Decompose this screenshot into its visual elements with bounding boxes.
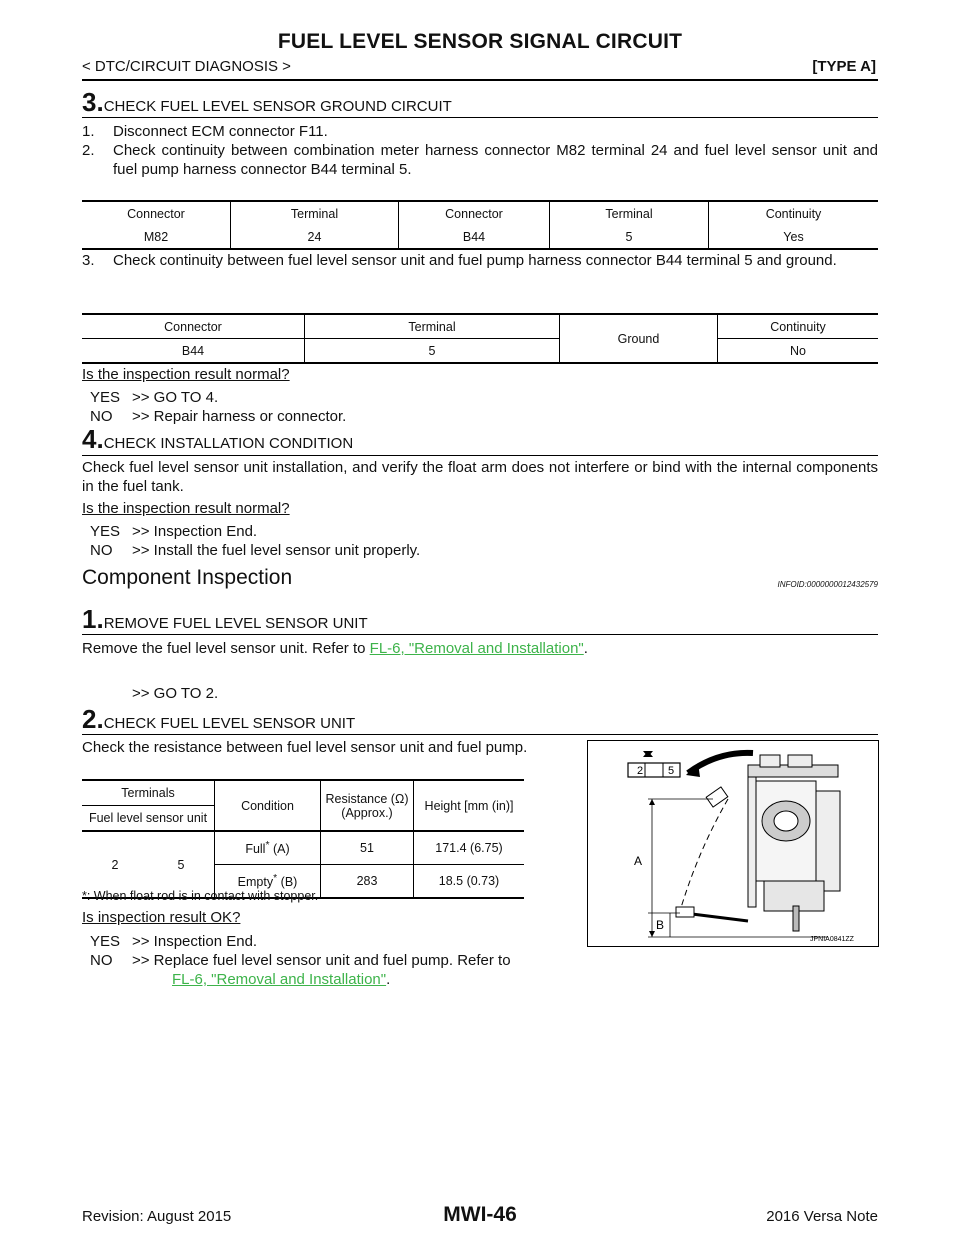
period: . [386,971,391,988]
answer-key: YES [90,933,121,950]
info-id: INFOID:0000000012432579 [777,580,878,589]
suffix: (B) [280,875,298,890]
answer-value: >> Install the fuel level sensor unit properly. [132,542,421,559]
table-row [82,225,878,249]
cstep1-goto: >> GO TO 2. [132,685,219,702]
period: . [583,640,588,657]
answer-key: YES [90,523,121,540]
table-cell [215,831,321,865]
table-header: Terminals [82,780,215,806]
header-rule [82,79,878,81]
item-text: Disconnect ECM connector F11. [113,123,328,140]
approx-header: (Approx.) [341,805,393,820]
connector-pin-5: 5 [668,765,675,777]
cstep1-rule [82,634,878,635]
step4-answers [90,522,420,560]
table-header: Connector [399,201,550,225]
item-number: 2. [82,142,95,159]
answer-value: >> Inspection End. [132,523,258,540]
step3-list-a [82,122,878,179]
table-header: Fuel level sensor unit [82,806,215,832]
table-header: Connector [127,206,185,221]
star: * [265,839,270,851]
continuity-table-1 [82,200,878,250]
answer-key: NO [90,408,113,425]
table-header: Terminal [231,201,399,225]
table-cell: No [718,339,879,364]
label-a: A [634,854,643,868]
answer-value-block [132,951,578,989]
cstep1-text-body: Remove the fuel level sensor unit. Refer to [82,640,366,657]
step3-question: Is the inspection result normal? [82,366,290,383]
answer-no [90,541,420,560]
step4-title: CHECK INSTALLATION CONDITION [103,435,354,452]
item-text: Check continuity between fuel level sensor unit and fuel pump harness connector B44 terminal 5 and ground. [113,252,837,269]
figure-code: JPNIA0841ZZ [810,936,854,943]
table-cell: M82 [143,229,169,244]
answer-key: YES [90,389,121,406]
step4-heading [82,424,353,455]
table-header: Continuity [718,314,879,339]
answer-key: NO [90,542,113,559]
table-header: Ground [560,314,718,363]
item-number: 3. [82,252,95,269]
footer-model: 2016 Versa Note [766,1208,878,1225]
answer-yes [90,932,578,951]
table-header-row [82,780,524,806]
table-cell: 5 [305,339,560,364]
suffix: (A) [273,842,290,857]
step4-text: Check fuel level sensor unit installation, and verify the float arm does not interfere or bind with the internal components in the fuel tank. [82,459,878,495]
table-cell: 18.5 (0.73) [414,865,525,899]
list-item [82,122,878,141]
table-cell: 283 [321,865,414,899]
condition: Empty [237,875,274,890]
table-header: Terminal [550,201,709,225]
table-row [82,831,524,865]
type-badge: [TYPE A] [812,58,876,75]
answer-value: >> Replace fuel level sensor unit and fuel pump. Refer to [132,952,511,969]
page-number: MWI-46 [443,1203,517,1226]
table-cell: B44 [181,343,205,358]
answer-value: >> GO TO 4. [132,389,219,406]
answer-yes [90,388,346,407]
answer-value: >> Repair harness or connector. [132,408,347,425]
table-cell: 51 [321,831,414,865]
table-header-row [82,314,878,339]
table-cell: 2 [111,857,119,872]
label-b: B [656,918,665,932]
cstep2-title: CHECK FUEL LEVEL SENSOR UNIT [103,715,356,732]
cstep1-title: REMOVE FUEL LEVEL SENSOR UNIT [103,615,368,632]
item-number: 1. [82,123,95,140]
table-header: Height [mm (in)] [414,780,525,831]
cstep2-rule [82,734,878,735]
step3-number: 3. [82,87,104,117]
resistance-table [82,779,524,899]
table-row [82,339,878,364]
table-header-row [82,201,878,225]
fuel-sensor-figure [587,740,879,947]
table-cell: 24 [231,225,399,249]
table-cell: 171.4 (6.75) [414,831,525,865]
step3-answers [90,388,346,426]
cstep2-question: Is inspection result OK? [82,909,241,926]
item-text: Check continuity between combination meter harness connector M82 terminal 24 and fuel level sensor unit and fuel pump harness connector B44 terminal 5. [113,142,878,178]
cstep2-answers [90,932,578,989]
cstep1-heading [82,604,368,635]
cstep1-number: 1. [82,604,104,634]
table-header: Connector [82,314,305,339]
footer-revision: Revision: August 2015 [82,1208,232,1225]
table-header: Terminal [305,314,560,339]
answer-yes [90,522,420,541]
resistance-header: Resistance (Ω) [325,791,409,806]
answer-key: NO [90,952,113,969]
table-cell: 5 [177,857,185,872]
breadcrumb: < DTC/CIRCUIT DIAGNOSIS > [82,58,291,75]
removal-installation-link-2[interactable]: FL-6, "Removal and Installation" [172,971,387,988]
answer-no [90,951,578,989]
footnote: *: When float rod is in contact with stopper. [82,889,319,903]
step3-heading [82,87,452,118]
table-cell: Yes [709,225,879,249]
star: * [273,872,278,884]
condition: Full [245,842,266,857]
table-header: Condition [215,780,321,831]
section-title: Component Inspection [82,566,293,589]
table-cell: B44 [399,225,550,249]
page-title: FUEL LEVEL SENSOR SIGNAL CIRCUIT [277,30,683,53]
removal-installation-link[interactable]: FL-6, "Removal and Installation" [369,640,584,657]
table-header [321,780,414,831]
step4-question: Is the inspection result normal? [82,500,290,517]
fuel-sensor-diagram [588,741,878,946]
step3-rule [82,117,878,118]
step4-number: 4. [82,424,104,454]
cstep2-text: Check the resistance between fuel level sensor unit and fuel pump. [82,739,528,756]
table-cell: 5 [550,225,709,249]
connector-pin-2: 2 [637,765,644,777]
cstep2-heading [82,704,355,735]
answer-value: >> Inspection End. [132,933,258,950]
step4-rule [82,455,878,456]
table-header: Continuity [709,201,879,225]
cstep1-text [82,639,878,658]
list-item [82,141,878,179]
cstep2-number: 2. [82,704,104,734]
list-item [82,251,878,270]
continuity-table-2 [82,313,878,364]
step3-title: CHECK FUEL LEVEL SENSOR GROUND CIRCUIT [103,98,452,115]
step3-list-b [82,251,878,270]
